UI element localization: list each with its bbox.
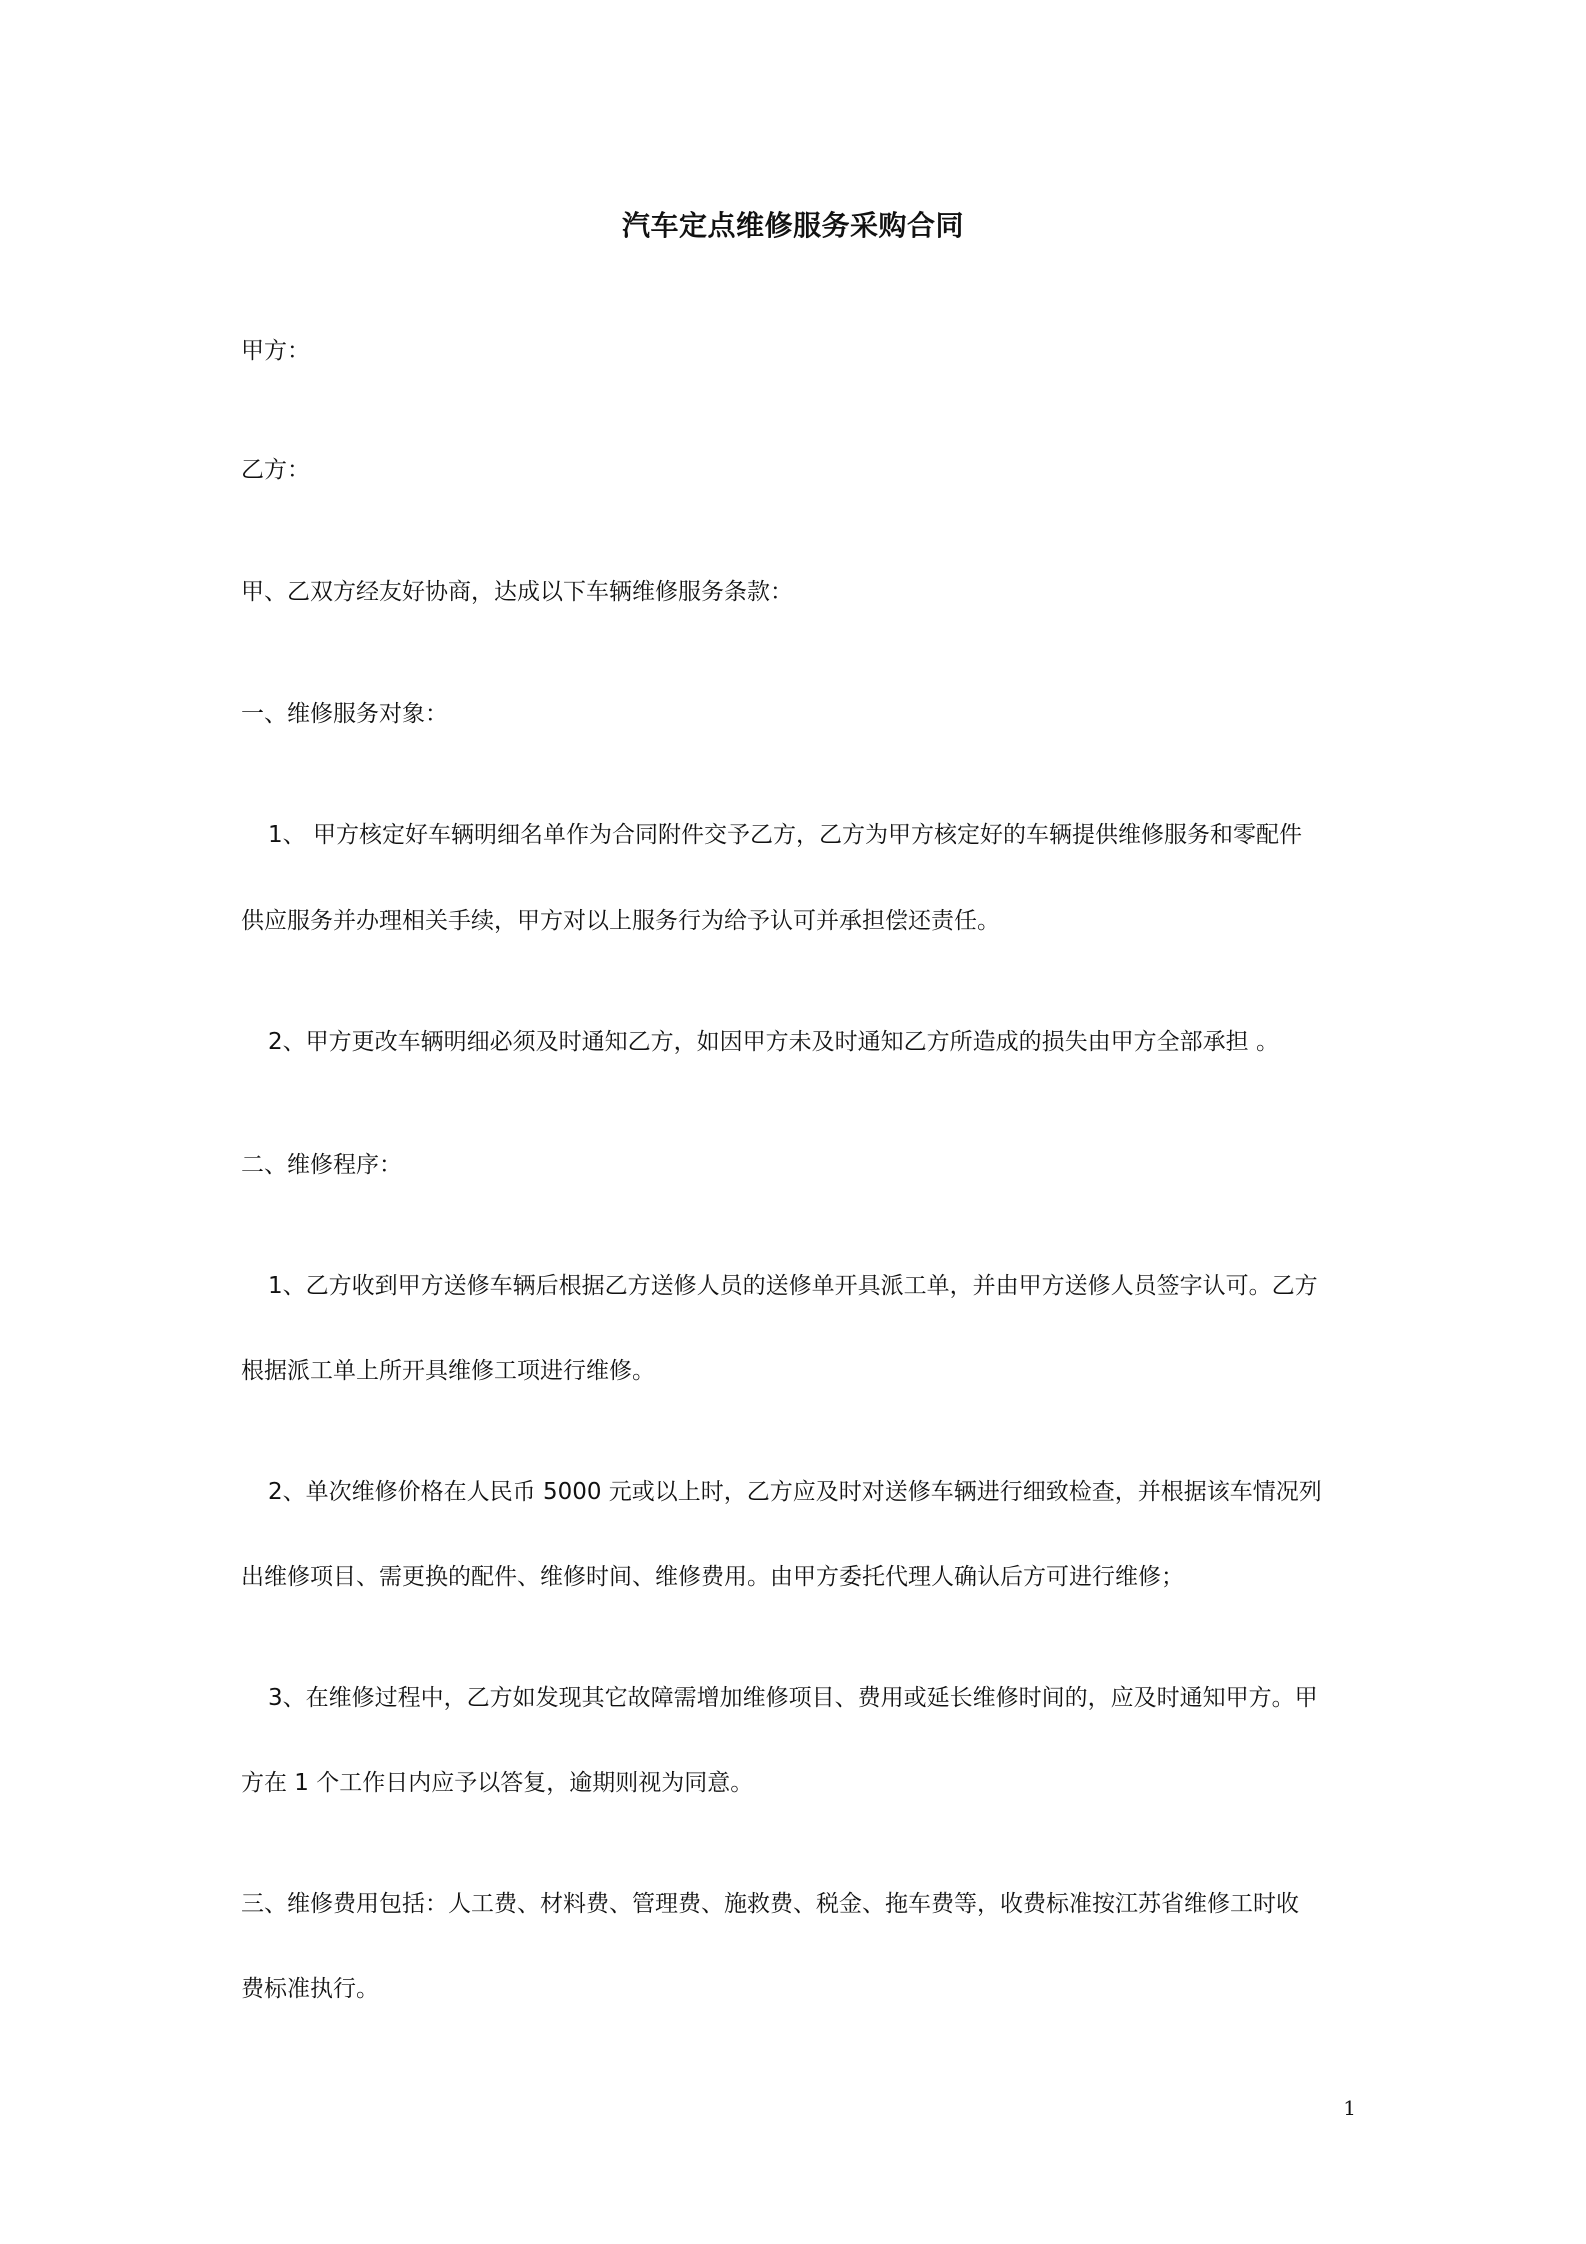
section2-item2-line2: 出维修项目、需更换的配件、维修时间、维修费用。由甲方委托代理人确认后方可进行维修； bbox=[241, 1564, 1184, 1590]
section2-item3-line2: 方在 1 个工作日内应予以答复，逾期则视为同意。 bbox=[241, 1770, 754, 1796]
section1-item1-line1: 1、 甲方核定好车辆明细名单作为合同附件交予乙方，乙方为甲方核定好的车辆提供维修服务和零配件 bbox=[268, 822, 1302, 848]
document-title: 汽车定点维修服务采购合同 bbox=[621, 209, 964, 242]
party-b-label: 乙方： bbox=[241, 457, 310, 483]
section1-item2-line1: 2、甲方更改车辆明细必须及时通知乙方，如因甲方未及时通知乙方所造成的损失由甲方全部承担 。 bbox=[268, 1029, 1279, 1055]
section3-line1: 三、维修费用包括：人工费、材料费、管理费、施救费、税金、拖车费等，收费标准按江苏省维修工时收 bbox=[241, 1891, 1299, 1917]
section3-line2: 费标准执行。 bbox=[241, 1976, 379, 2002]
section2-item1-line1: 1、乙方收到甲方送修车辆后根据乙方送修人员的送修单开具派工单，并由甲方送修人员签字认可。乙方 bbox=[268, 1273, 1318, 1299]
party-a-label: 甲方： bbox=[241, 338, 310, 364]
section2-item1-line2: 根据派工单上所开具维修工项进行维修。 bbox=[241, 1358, 655, 1384]
section2-item3-line1: 3、在维修过程中，乙方如发现其它故障需增加维修项目、费用或延长维修时间的，应及时通知甲方。甲 bbox=[268, 1685, 1318, 1711]
page-number: 1 bbox=[1343, 2096, 1356, 2120]
section2-item2-line1: 2、单次维修价格在人民币 5000 元或以上时，乙方应及时对送修车辆进行细致检查，并根据该车情况列 bbox=[268, 1479, 1322, 1505]
section1-item1-line2: 供应服务并办理相关手续，甲方对以上服务行为给予认可并承担偿还责任。 bbox=[241, 908, 1000, 934]
section1-heading: 一、维修服务对象： bbox=[241, 701, 448, 727]
section2-heading: 二、维修程序： bbox=[241, 1152, 402, 1178]
preamble: 甲、乙双方经友好协商，达成以下车辆维修服务条款： bbox=[241, 579, 793, 605]
